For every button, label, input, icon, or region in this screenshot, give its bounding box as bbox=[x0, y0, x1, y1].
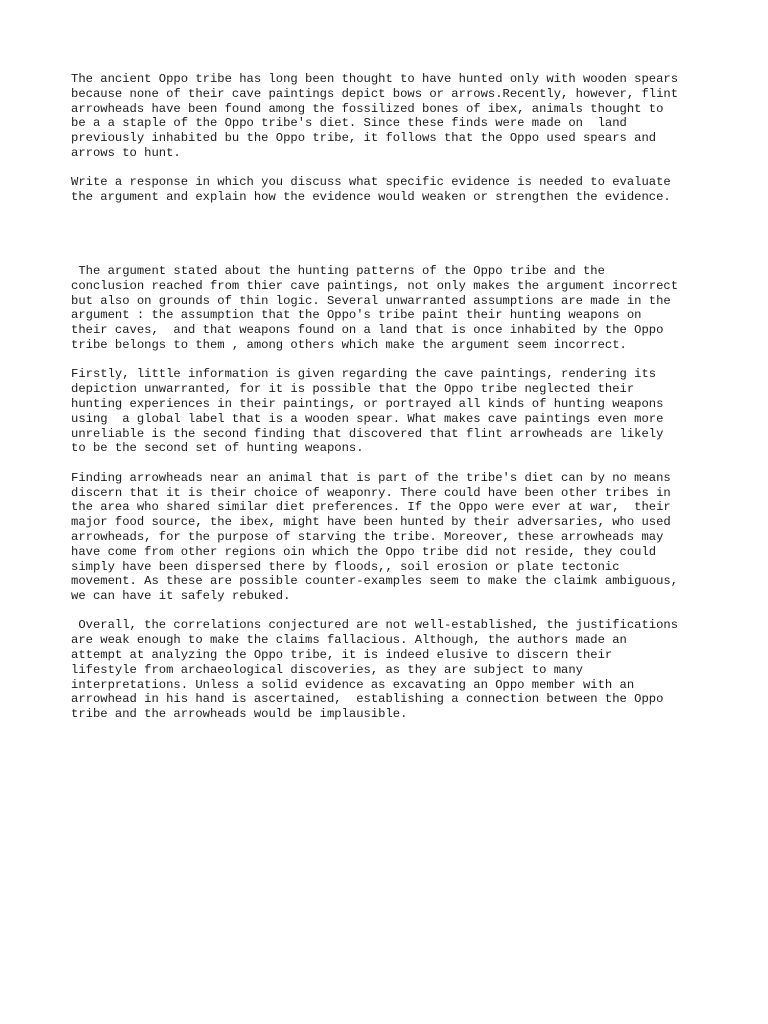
response-paragraph-3: Finding arrowheads near an animal that is part of the tribe's diet can by no means discern that it is their choice of weaponry. There could have been other tribes in the area who shared similar diet preferences. If the Oppo were ever at war, their major food source, the ibex, might have been hunted by their adversaries, who used arrowheads, for the purpose of starving the tribe. Moreover, these arrowheads may have come from other regions oin which the Oppo tribe did not reside, they could simply have been dispersed there by floods,, soil erosion or plate tectonic movement. As these are possible counter-examples seem to make the claimk ambiguous, we can have it safely rebuked. bbox=[71, 470, 679, 604]
paragraph-spacer bbox=[71, 161, 711, 176]
paragraph-spacer bbox=[71, 604, 711, 619]
response-paragraph-1: The argument stated about the hunting patterns of the Oppo tribe and the conclusion reached from thier cave paintings, not only makes the argument incorrect but also on grounds of thin logic. Several unwarranted assumptions are made in the argument : the assumption that the Oppo's tribe paint their hunting weapons on their caves, and that weapons found on a land that is once inhabited by the Oppo tribe belongs to them , among others which make the argument seem incorrect. bbox=[71, 263, 679, 352]
paragraph-spacer bbox=[71, 353, 711, 368]
response-paragraph-4: Overall, the correlations conjectured are not well-established, the justifications are weak enough to make the claims fallacious. Although, the authors made an attempt at analyzing the Oppo tribe, it is indeed elusive to discern their lifestyle from archaeological discoveries, as they are subject to many interpretations. Unless a solid evidence as excavating an Oppo member with an arrowhead in his hand is ascertained, establishing a connection between the Oppo tribe and the arrowheads would be implausible. bbox=[71, 618, 679, 722]
section-spacer bbox=[71, 205, 711, 264]
instruction-paragraph: Write a response in which you discuss what specific evidence is needed to evaluate the argument and explain how the evidence would weaken or strengthen the evidence. bbox=[71, 175, 671, 205]
paragraph-spacer bbox=[71, 456, 711, 471]
document-page bbox=[71, 72, 711, 722]
response-paragraph-2: Firstly, little information is given regarding the cave paintings, rendering its depiction unwarranted, for it is possible that the Oppo tribe neglected their hunting experiences in their paintings, or portrayed all kinds of hunting weapons using a global label that is a wooden spear. What makes cave paintings even more unreliable is the second finding that discovered that flint arrowheads are likely to be the second set of hunting weapons. bbox=[71, 367, 664, 456]
prompt-paragraph: The ancient Oppo tribe has long been thought to have hunted only with wooden spears because none of their cave paintings depict bows or arrows.Recently, however, flint arrowheads have been found among the fossilized bones of ibex, animals thought to be a a staple of the Oppo tribe's diet. Since these finds were made on land previously inhabited bu the Oppo tribe, it follows that the Oppo used spears and arrows to hunt. bbox=[71, 72, 679, 160]
